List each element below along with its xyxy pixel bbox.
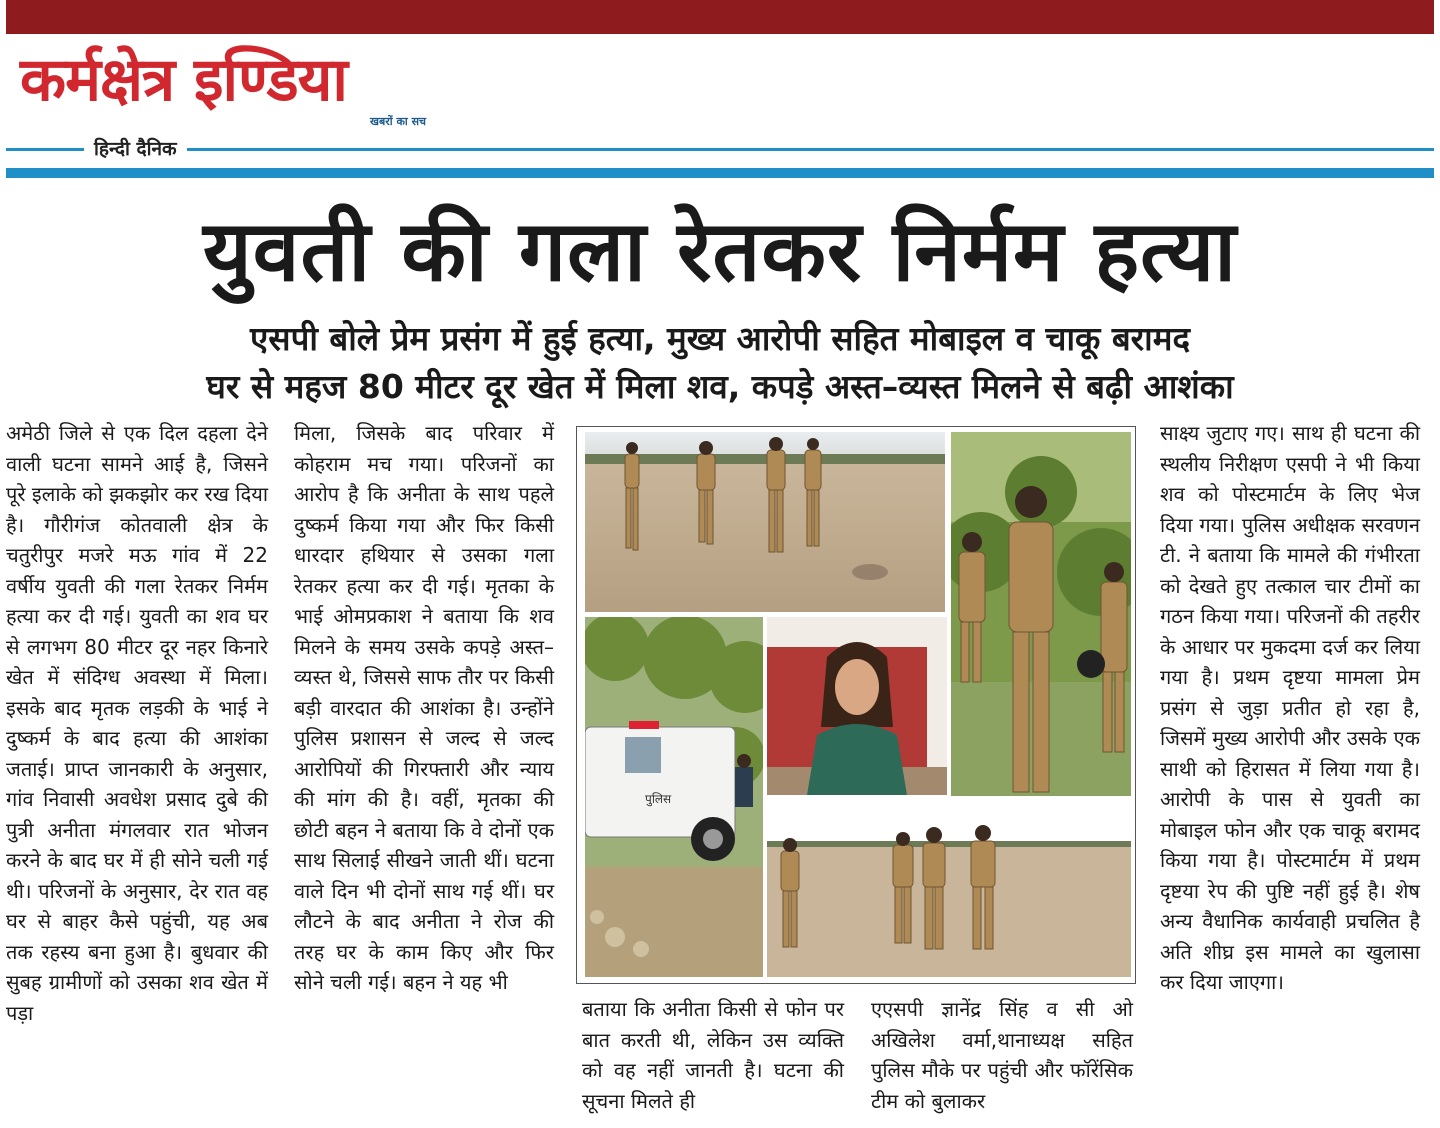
article-subheadline-1: एसपी बोले प्रेम प्रसंग में हुई हत्या, मुख्य आरोपी सहित मोबाइल व चाकू बरामद bbox=[250, 319, 1190, 358]
article-subheadline-2: घर से महज 80 मीटर दूर खेत में मिला शव, कपड़े अस्त–व्यस्त मिलने से बढ़ी आशंका bbox=[206, 367, 1234, 406]
photo-police-vehicle bbox=[585, 617, 763, 977]
column-text: मिला, जिसके बाद परिवार में कोहराम मच गया। परिजनों का आरोप है कि अनीता के साथ पहले दुष्कर्म किया गया और फिर किसी धारदार हथियार से उसका गला रेतकर हत्या कर दी गई। मृतका के भाई ओमप्रकाश ने बताया कि शव मिलने के समय उसके कपड़े अस्त–व्यस्त थे, जिससे साफ तौर पर किसी बड़ी वारदात की आशंका है। उन्होंने पुलिस प्रशासन से जल्द से जल्द आरोपियों की गिरफ्तारी और न्याय की मांग की है। वहीं, मृतका की छोटी बहन ने बताया कि वे दोनों एक साथ सिलाई सीखने जाती थीं। घटना वाले दिन भी दोनों साथ गई थीं। घर लौटने के बाद अनीता ने रोज की तरह घर के काम किए और फिर सोने चली गई। बहन ने यह भी bbox=[294, 421, 554, 994]
edition-label: हिन्दी दैनिक bbox=[84, 136, 187, 162]
column-text: बताया कि अनीता किसी से फोन पर बात करती थी, लेकिन उस व्यक्ति को वह नहीं जानती है। घटना की सूचना मिलते ही bbox=[582, 997, 844, 1113]
masthead-rule-thick bbox=[6, 168, 1434, 178]
photo-police-field-group bbox=[767, 801, 1131, 977]
masthead-rule-thin bbox=[6, 148, 1434, 151]
masthead-logo bbox=[20, 44, 580, 128]
column-text: साक्ष्य जुटाए गए। साथ ही घटना की स्थलीय निरीक्षण एसपी ने भी किया शव को पोस्टमार्टम के लिए भेज दिया गया। पुलिस अधीक्षक सरवणन टी. ने बताया कि मामले की गंभीरता को देखते हुए तत्काल चार टीमों का गठन किया गया। परिजनों की तहरीर के आधार पर मुकदमा दर्ज कर लिया गया है। प्रथम दृष्टया मामला प्रेम प्रसंग से जुड़ा प्रतीत हो रहा है, जिसमें मुख्य आरोपी और उसके एक साथी को हिरासत में लिया गया है। आरोपी के पास से युवती का मोबाइल फोन और एक चाकू बरामद किया गया है। पोस्टमार्टम में प्रथम दृष्टया रेप की पुष्टि नहीं हुई है। शेष अन्य वैधानिक कार्यवाही प्रचलित है अति शीघ्र इस मामले का खुलासा कर दिया जाएगा। bbox=[1160, 421, 1420, 994]
vehicle-marking: पुलिस bbox=[645, 792, 672, 806]
photo-police-field-wide bbox=[585, 432, 945, 612]
photo-victim-portrait bbox=[767, 617, 947, 795]
column-text: अमेठी जिले से एक दिल दहला देने वाली घटना सामने आई है, जिसने पूरे इलाके को झकझोर कर रख दिया है। गौरीगंज कोतवाली क्षेत्र के चतुरीपुर मजरे मऊ गांव में 22 वर्षीय युवती की गला रेतकर निर्मम हत्या कर दी गई। युवती का शव घर से लगभग 80 मीटर दूर नहर किनारे खेत में संदिग्ध अवस्था में मिला। इसके बाद मृतक लड़की के भाई ने दुष्कर्म के बाद हत्या की आशंका जताई। प्राप्त जानकारी के अनुसार, गांव निवासी अवधेश प्रसाद दुबे की पुत्री अनीता मंगलवार रात भोजन करने के बाद घर में ही सोने चली गई थी। परिजनों के अनुसार, देर रात वह घर से बाहर कैसे पहुंची, यह अब तक रहस्य बना हुआ है। बुधवार की सुबह ग्रामीणों को उसका शव खेत में पड़ा bbox=[6, 421, 268, 1025]
photo-officer-bushes bbox=[951, 432, 1131, 796]
newspaper-title: कर्मक्षेत्र इण्डिया bbox=[20, 45, 347, 115]
newspaper-tagline: खबरों का सच bbox=[370, 115, 427, 128]
article-column-5 bbox=[1160, 418, 1420, 1118]
column-text: एएसपी ज्ञानेंद्र सिंह व सी ओ अखिलेश वर्मा,थानाध्यक्ष सहित पुलिस मौके पर पहुंची और फॉरेंसिक टीम को बुलाकर bbox=[871, 997, 1133, 1113]
masthead-top-bar bbox=[6, 0, 1434, 34]
article-headline: युवती की गला रेतकर निर्मम हत्या bbox=[203, 202, 1237, 300]
article-column-1 bbox=[6, 418, 268, 1118]
photo-collage bbox=[576, 426, 1136, 984]
article-column-3 bbox=[582, 994, 844, 1118]
article-column-2 bbox=[294, 418, 554, 1118]
article-column-4 bbox=[871, 994, 1133, 1118]
